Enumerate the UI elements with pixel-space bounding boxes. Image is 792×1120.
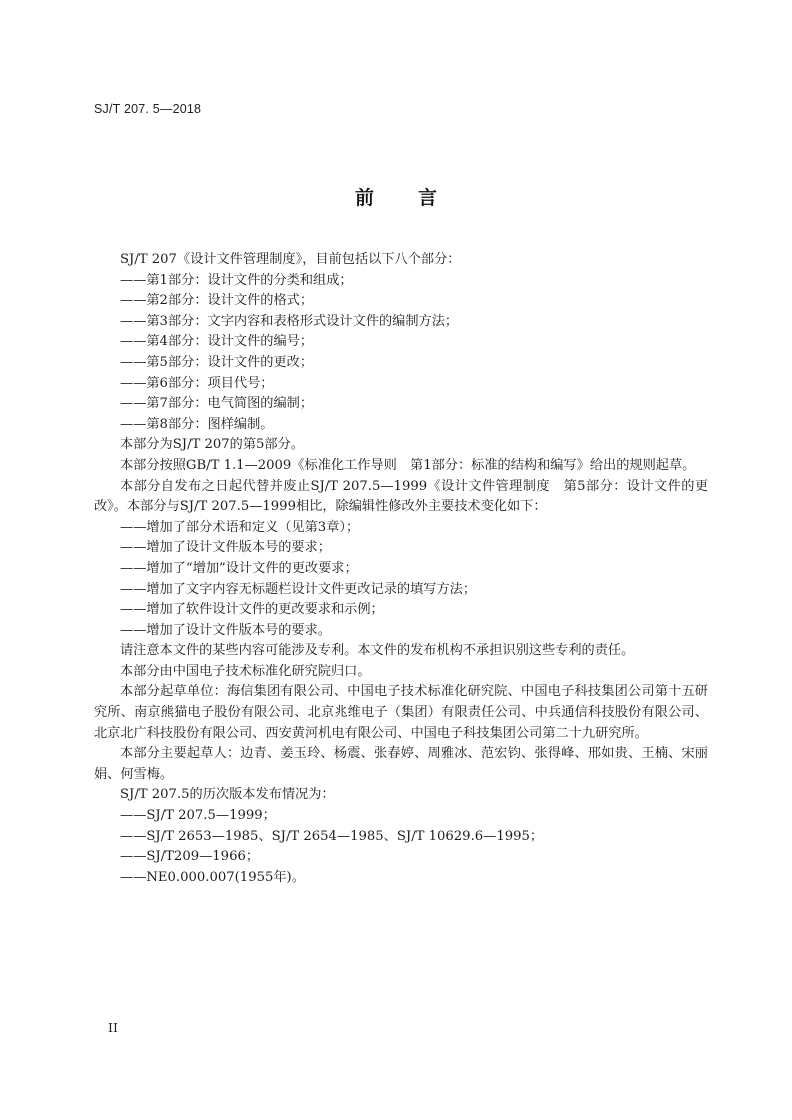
change-list-item: ——增加了“增加”设计文件的更改要求； [120,560,358,576]
drafting-units-paragraph: 本部分起草单位：海信集团有限公司、中国电子技术标准化研究院、中国电子科技集团公司第十五研究所、南京熊猫电子股份有限公司、北京兆维电子（集团）有限责任公司、中兵通信科技股份有限公司、北京北广科技股份有限公司、西安黄河机电有限公司、中国电子科技集团公司第二十九研究所。 [94,684,708,741]
patent-notice-paragraph: 请注意本文件的某些内容可能涉及专利。本文件的发布机构不承担识别这些专利的责任。 [120,643,635,659]
part-list-item: ——第6部分：项目代号； [120,375,274,391]
replacement-paragraph: 本部分自发布之日起代替并废止SJ/T 207.5—1999《设计文件管理制度 第5部分：设计文件的更改》。本部分与SJ/T 207.5—1999相比，除编辑性修改外主要技术变化如下： [94,478,708,515]
intro-paragraph: SJ/T 207《设计文件管理制度》，目前包括以下八个部分： [120,252,461,267]
part-list-item: ——第3部分：文字内容和表格形式设计文件的编制方法； [120,313,459,329]
change-list-item: ——增加了设计文件版本号的要求； [120,540,331,556]
history-list-item: ——SJ/T 2653—1985、SJ/T 2654—1985、SJ/T 10629.6—1995； [120,828,544,844]
part-list-item: ——第2部分：设计文件的格式； [120,293,314,309]
part-statement-paragraph: 本部分为SJ/T 207的第5部分。 [120,437,304,453]
drafting-rules-paragraph: 本部分按照GB/T 1.1—2009《标准化工作导则 第1部分：标准的结构和编写》给出的规则起草。 [120,457,696,473]
change-list-item: ——增加了软件设计文件的更改要求和示例； [120,602,384,618]
history-list-item: ——SJ/T209—1966； [120,849,260,865]
history-list-item: ——NE0.000.007(1955年)。 [120,869,305,885]
change-list-item: ——增加了设计文件版本号的要求。 [120,622,331,638]
history-intro-paragraph: SJ/T 207.5的历次版本发布情况为： [120,787,335,803]
foreword-body [94,250,708,888]
part-list-item: ——第5部分：设计文件的更改； [120,354,314,370]
part-list-item: ——第1部分：设计文件的分类和组成； [120,272,353,288]
part-list-item: ——第7部分：电气简图的编制； [120,396,314,412]
history-list-item: ——SJ/T 207.5—1999； [120,808,276,824]
drafters-paragraph: 本部分主要起草人：边青、姜玉玲、杨震、张春婷、周雅冰、范宏钧、张得峰、邢如贵、王楠、宋丽娟、何雪梅。 [94,746,708,782]
part-list-item: ——第4部分：设计文件的编号； [120,334,314,350]
change-list-item: ——增加了部分术语和定义（见第3章）； [120,519,360,535]
standard-number-header: SJ/T 207. 5—2018 [94,102,202,116]
page-number: II [108,1020,118,1035]
page-title: 前言 [354,187,481,209]
responsible-org-paragraph: 本部分由中国电子技术标准化研究院归口。 [120,663,371,679]
change-list-item: ——增加了文字内容无标题栏设计文件更改记录的填写方法； [120,581,477,597]
part-list-item: ——第8部分：图样编制。 [120,416,274,432]
